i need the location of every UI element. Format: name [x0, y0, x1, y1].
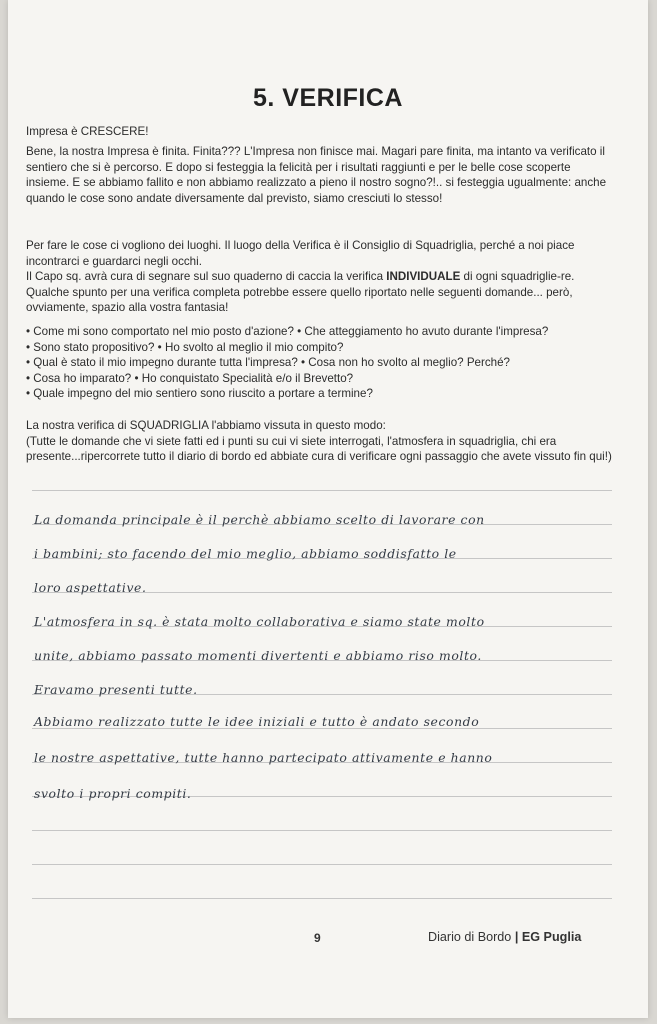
ruled-line: [32, 864, 612, 865]
footer-region: EG Puglia: [521, 930, 582, 944]
page-title: 5. VERIFICA: [253, 84, 403, 112]
ruled-line: [32, 490, 612, 491]
intro-paragraph: [26, 144, 614, 206]
question-item: • Cosa ho imparato? • Ho conquistato Specialità e/o il Brevetto?: [26, 371, 354, 385]
question-item: • Qual è stato il mio impegno durante tutta l'impresa? • Cosa non ho svolto al meglio? Perché?: [26, 356, 511, 370]
place-text-bold: INDIVIDUALE: [386, 270, 461, 284]
intro-text: Bene, la nostra Impresa è finita. Finita??? L'Impresa non finisce mai. Magari pare finita, ma intanto va verificato il sentiero che si è percorso. E dopo si festeggia la felicità per i risultati raggiunti e per le belle cose scoperte insieme. E se abbiamo fallito e non abbiamo realizzato a pieno il nostro sogno?!.. si festeggia ugualmente: anche quando le cose sono andate diversamente dal previsto, siamo cresciuti lo stesso!: [26, 145, 607, 205]
questions-list: [26, 324, 614, 402]
footer-diary: Diario di Bordo: [428, 930, 512, 944]
place-text-1: Per fare le cose ci vogliono dei luoghi. Il luogo della Verifica è il Consiglio di Squadriglia, perché a noi piace incontrarci e guardarci negli occhi.: [26, 239, 575, 268]
ruled-line: [32, 898, 612, 899]
page-number: 9: [314, 931, 321, 945]
place-text-2b: di ogni squadriglie-re. Qualche spunto per una verifica completa potrebbe essere quello riportato nelle seguenti domande... però, ovviamente, spazio alla vostra fantasia!: [26, 270, 575, 315]
place-text-2: [26, 269, 614, 316]
place-text-2a: Il Capo sq. avrà cura di segnare sul suo quaderno di caccia la verifica: [26, 270, 387, 284]
footer-label: [428, 930, 581, 944]
handwritten-line: le nostre aspettative, tutte hanno partecipato attivamente e hanno: [34, 750, 493, 765]
handwritten-line: Eravamo presenti tutte.: [34, 682, 198, 697]
handwritten-line: i bambini; sto facendo del mio meglio, abbiamo soddisfatto le: [34, 546, 457, 561]
squad-text-2: (Tutte le domande che vi siete fatti ed i punti su cui vi siete interrogati, l'atmosfera in squadriglia, chi era presente...ripercorrete tutto il diario di bordo ed abbiate cura di verificare ogni passaggio che avete vissuto fin qui!): [26, 434, 612, 464]
question-item: • Quale impegno del mio sentiero sono riuscito a portare a termine?: [26, 387, 373, 401]
handwritten-line: loro aspettative.: [34, 580, 147, 595]
question-item: • Come mi sono comportato nel mio posto d'azione? • Che atteggiamento ho avuto durante l'impresa?: [26, 325, 549, 338]
ruled-line: [32, 830, 612, 831]
handwritten-line: Abbiamo realizzato tutte le idee iniziali e tutto è andato secondo: [34, 714, 480, 729]
place-paragraph: [26, 238, 614, 316]
handwritten-line: svolto i propri compiti.: [34, 786, 192, 801]
footer-separator: |: [514, 930, 519, 944]
subtitle: Impresa è CRESCERE!: [26, 125, 149, 138]
handwritten-line: La domanda principale è il perchè abbiamo scelto di lavorare con: [34, 512, 485, 527]
squad-text-1: La nostra verifica di SQUADRIGLIA l'abbiamo vissuta in questo modo:: [26, 419, 386, 432]
squad-paragraph: [26, 418, 614, 465]
page-sheet: [8, 0, 648, 1018]
question-item: • Sono stato propositivo? • Ho svolto al meglio il mio compito?: [26, 340, 344, 354]
handwritten-line: L'atmosfera in sq. è stata molto collaborativa e siamo state molto: [34, 614, 485, 629]
handwritten-line: unite, abbiamo passato momenti divertenti e abbiamo riso molto.: [34, 648, 482, 663]
